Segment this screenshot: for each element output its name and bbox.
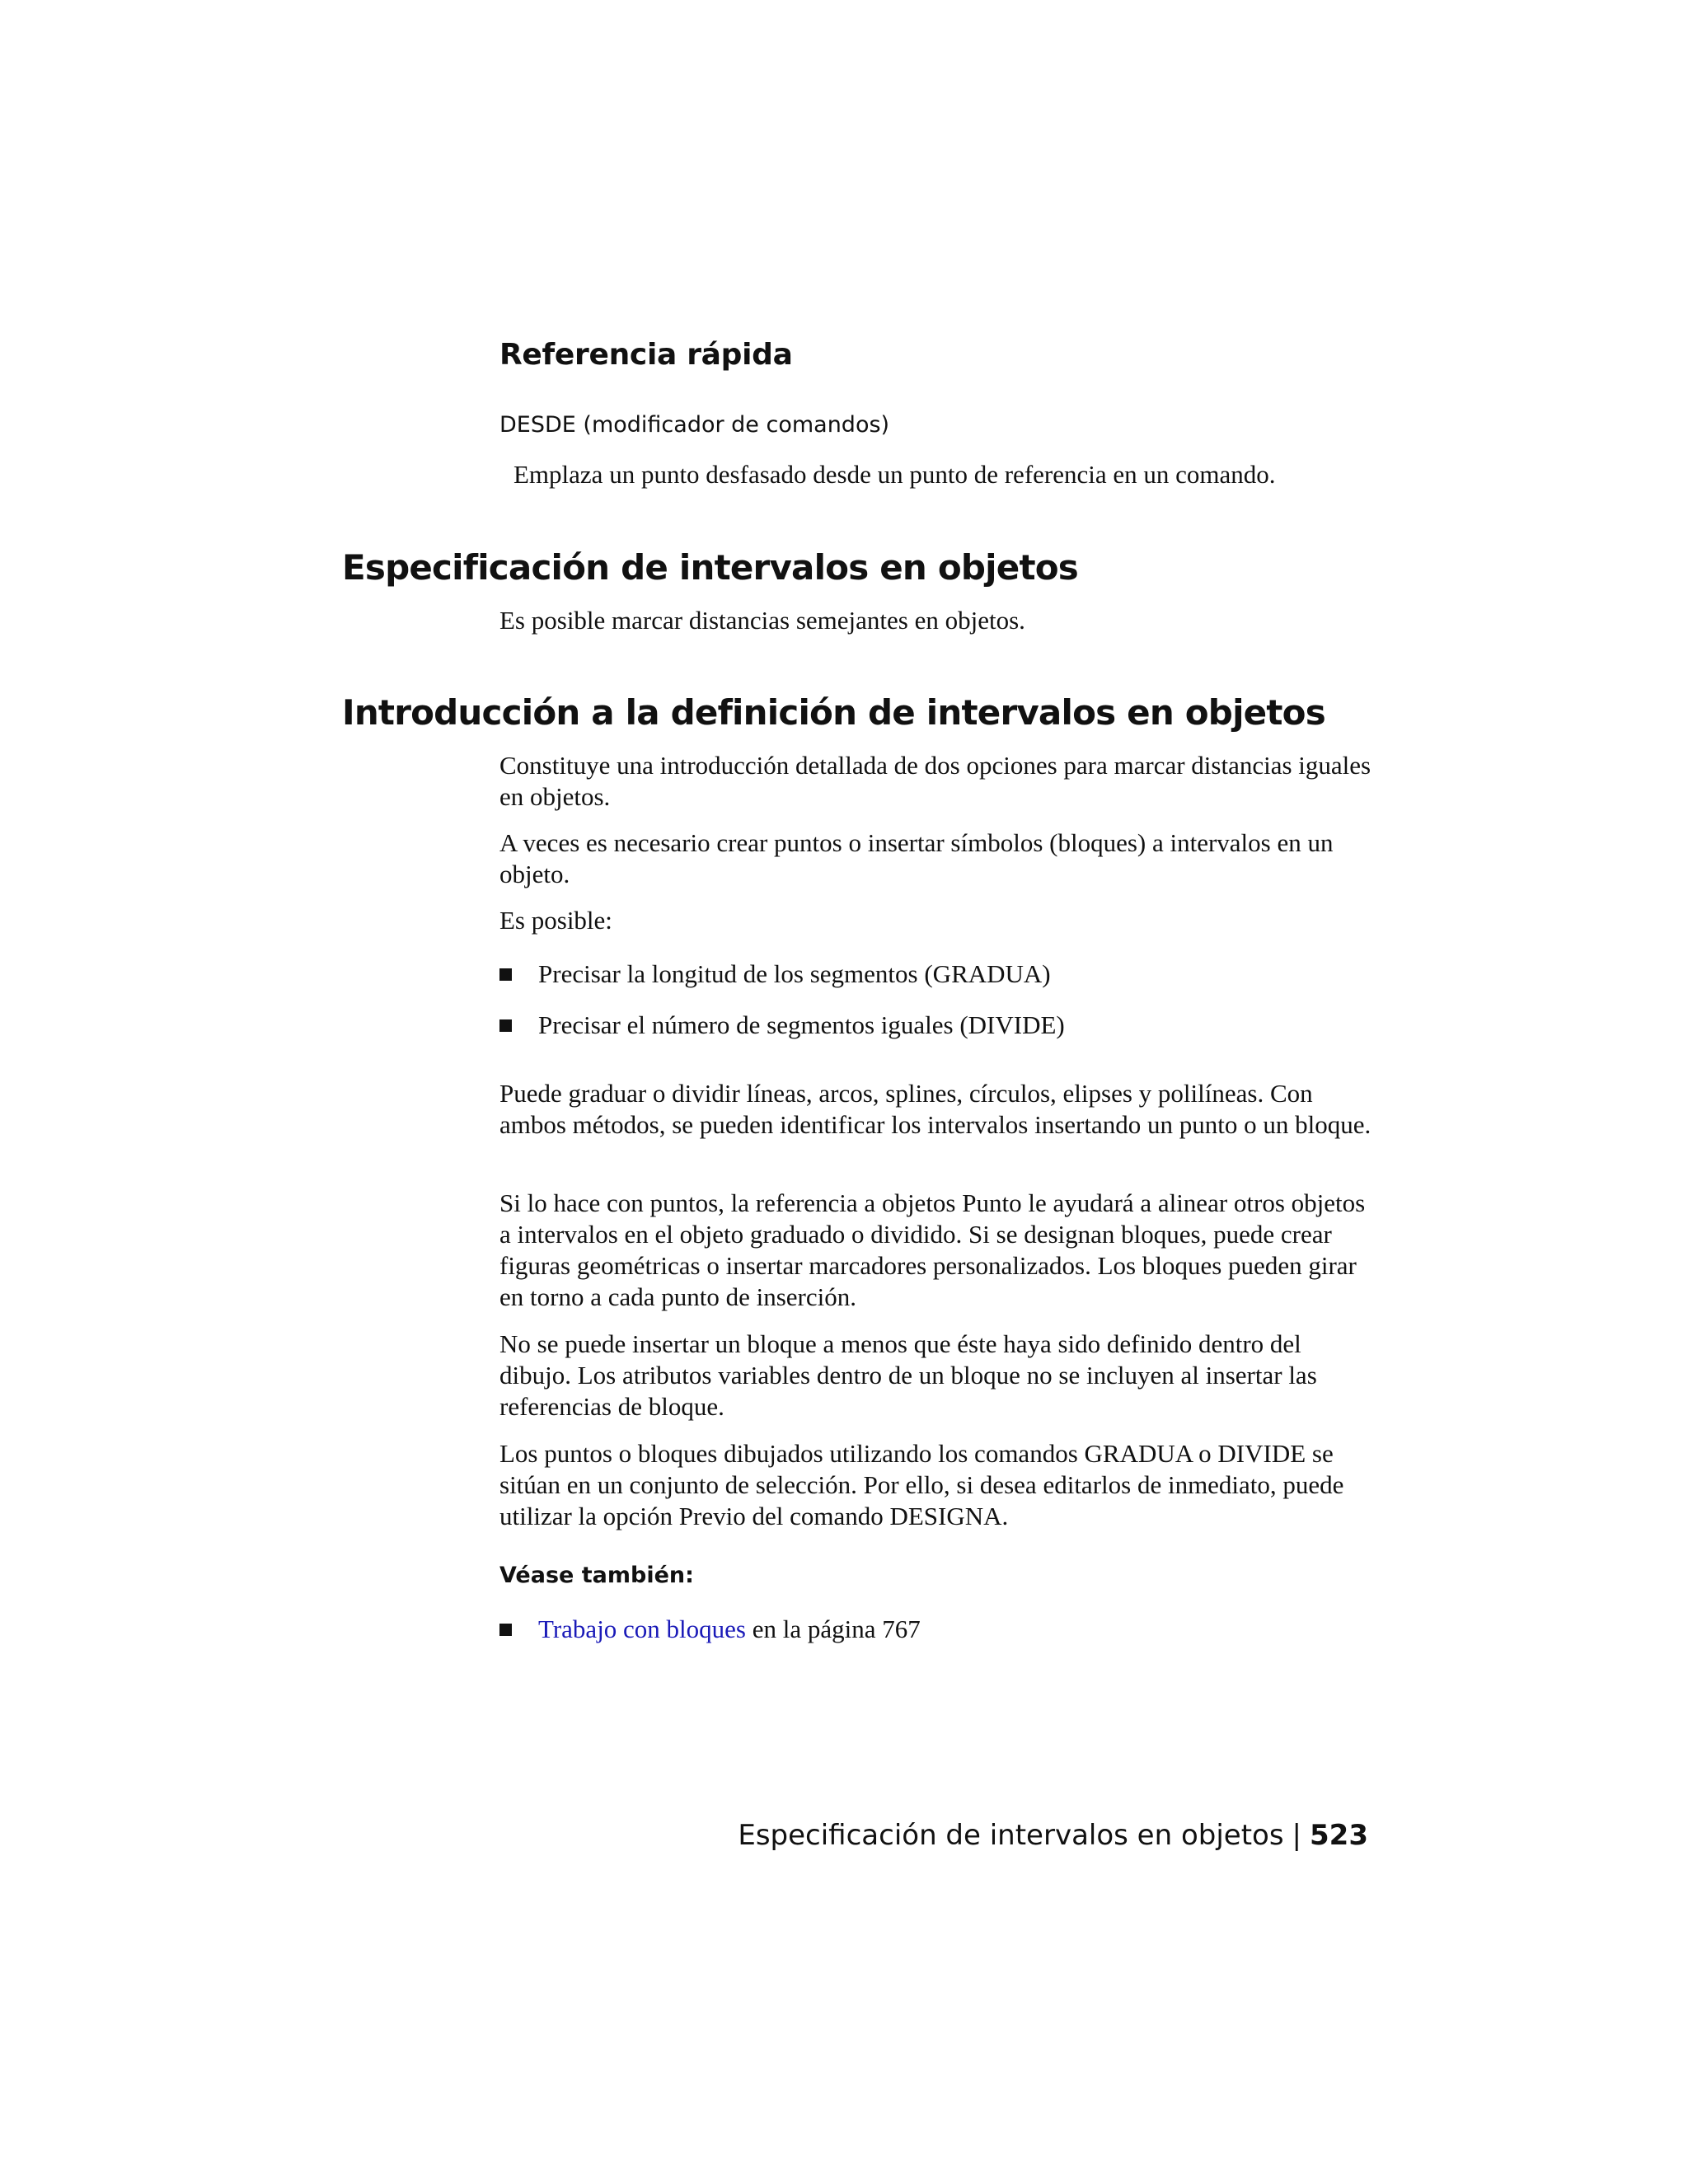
quick-reference-command: DESDE (modificador de comandos) bbox=[499, 412, 890, 438]
paragraph-3: Es posible: bbox=[499, 906, 612, 935]
paragraph-5: Si lo hace con puntos, la referencia a objetos Punto le ayudará a alinear otros objetos a intervalos en el objeto graduado o dividido. Si se designan bloques, puede crear figuras geométricas o insertar marcadores personalizados. Los bloques pueden girar en torno a cada punto de inserción. bbox=[499, 1188, 1366, 1311]
section-heading-introduction: Introducción a la definición de intervalos en objetos bbox=[342, 692, 1325, 733]
footer-section-title: Especificación de intervalos en objetos bbox=[738, 1819, 1284, 1852]
quick-reference-heading: Referencia rápida bbox=[499, 338, 793, 372]
list-item-text: Precisar el número de segmentos iguales (DIVIDE) bbox=[538, 1010, 1065, 1039]
list-item-text: Precisar la longitud de los segmentos (GRADUA) bbox=[538, 959, 1051, 988]
section-heading-intervals: Especificación de intervalos en objetos bbox=[342, 547, 1078, 588]
page-number: 523 bbox=[1310, 1819, 1368, 1852]
paragraph-6: No se puede insertar un bloque a menos que éste haya sido definido dentro del dibujo. Los atributos variables dentro de un bloque no se incluyen al insertar las referencias de bloque. bbox=[499, 1329, 1317, 1421]
list-item bbox=[499, 958, 1051, 990]
paragraph-1: Constituye una introducción detallada de dos opciones para marcar distancias iguales en objetos. bbox=[499, 751, 1372, 811]
paragraph-4: Puede graduar o dividir líneas, arcos, splines, círculos, elipses y polilíneas. Con ambos métodos, se pueden identificar los intervalos insertando un punto o un bloque. bbox=[499, 1079, 1372, 1139]
bullet-square-icon bbox=[499, 1019, 512, 1032]
see-also-text bbox=[538, 1614, 921, 1645]
page-footer bbox=[738, 1819, 1368, 1852]
bullet-square-icon bbox=[499, 968, 512, 981]
see-also-link[interactable]: Trabajo con bloques bbox=[538, 1615, 746, 1643]
paragraph-2: A veces es necesario crear puntos o insertar símbolos (bloques) a intervalos en un objeto. bbox=[499, 828, 1334, 888]
quick-reference-description: Emplaza un punto desfasado desde un punto de referencia en un comando. bbox=[513, 460, 1276, 489]
bullet-square-icon bbox=[499, 1624, 512, 1636]
see-also-link-suffix: en la página 767 bbox=[746, 1615, 921, 1643]
see-also-heading: Véase también: bbox=[499, 1563, 694, 1588]
section-intro-paragraph: Es posible marcar distancias semejantes en objetos. bbox=[499, 606, 1025, 635]
list-item bbox=[499, 1010, 1065, 1041]
paragraph-7: Los puntos o bloques dibujados utilizando los comandos GRADUA o DIVIDE se sitúan en un conjunto de selección. Por ello, si desea editarlos de inmediato, puede utilizar la opción Previo del comando DESIGNA. bbox=[499, 1439, 1344, 1530]
footer-separator: | bbox=[1292, 1819, 1302, 1852]
see-also-item bbox=[499, 1614, 921, 1645]
